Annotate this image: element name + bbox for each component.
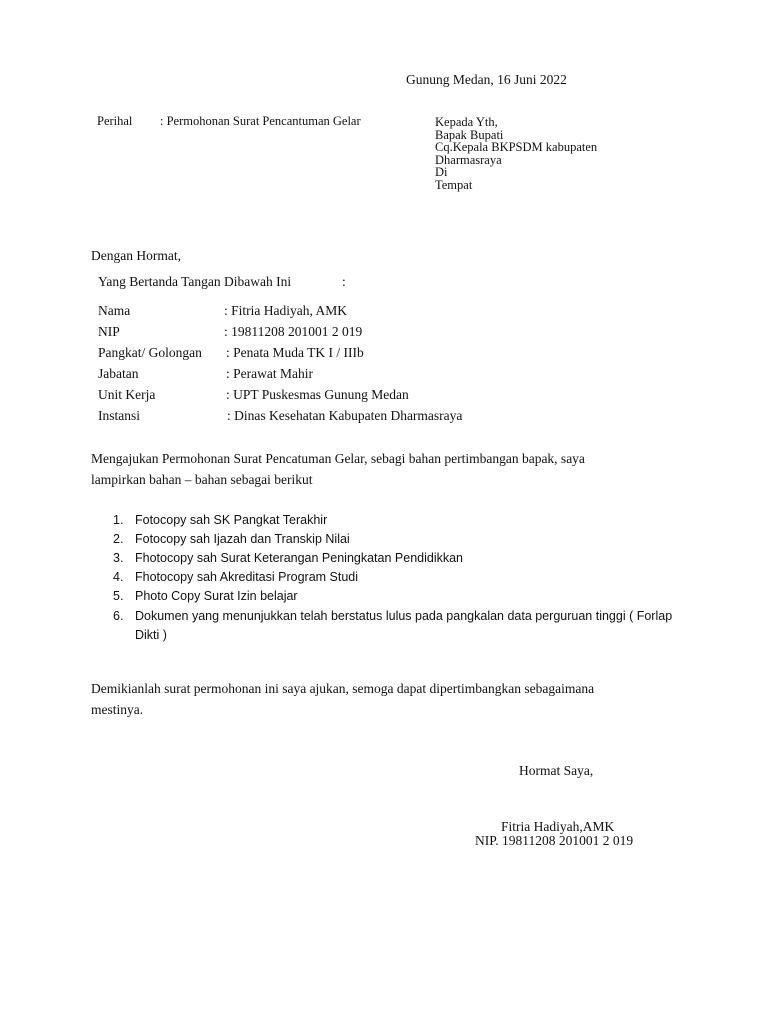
- identity-label: NIP: [98, 324, 120, 339]
- list-text: Fhotocopy sah Akreditasi Program Studi: [135, 570, 359, 584]
- subject-value: : Permohonan Surat Pencantuman Gelar: [160, 114, 361, 128]
- list-number: 4.: [113, 570, 124, 584]
- intro-text: Yang Bertanda Tangan Dibawah Ini: [98, 274, 292, 289]
- recipient-line: Kepada Yth,: [435, 115, 498, 129]
- closing-paragraph-line1: Demikianlah surat permohonan ini saya ajukan, semoga dapat dipertimbangkan sebagaimana: [91, 681, 595, 696]
- recipient-line: Di: [435, 165, 448, 179]
- list-number: 2.: [113, 532, 124, 546]
- recipient-line: Tempat: [435, 177, 473, 192]
- identity-value: : Perawat Mahir: [226, 366, 313, 381]
- identity-label: Unit Kerja: [98, 387, 156, 402]
- signer-name: Fitria Hadiyah,AMK: [501, 819, 615, 834]
- intro-colon: :: [342, 274, 346, 289]
- recipient-line: Cq.Kepala BKPSDM kabupaten: [435, 140, 598, 154]
- subject-label: Perihal: [97, 114, 133, 128]
- closing-paragraph-line2: mestinya.: [91, 702, 144, 717]
- greeting: Dengan Hormat,: [91, 248, 181, 263]
- list-text: Fotocopy sah Ijazah dan Transkip Nilai: [135, 532, 350, 546]
- identity-label: Nama: [98, 303, 131, 318]
- list-number: 1.: [113, 513, 124, 527]
- signer-nip: NIP. 19811208 201001 2 019: [475, 833, 634, 848]
- list-number: 6.: [113, 609, 124, 623]
- body-paragraph-line1: Mengajukan Permohonan Surat Pencatuman Gelar, sebagi bahan pertimbangan bapak, saya: [91, 451, 585, 466]
- identity-value: : Dinas Kesehatan Kabupaten Dharmasraya: [227, 408, 463, 423]
- recipient-line: Dharmasraya: [435, 152, 502, 167]
- identity-label: Jabatan: [98, 366, 139, 381]
- identity-label: Instansi: [98, 408, 140, 423]
- signoff: Hormat Saya,: [519, 763, 594, 778]
- list-text: Fotocopy sah SK Pangkat Terakhir: [135, 513, 328, 527]
- body-paragraph-line2: lampirkan bahan – bahan sebagai berikut: [91, 472, 313, 487]
- recipient-line: Bapak Bupati: [435, 127, 504, 142]
- list-number: 3.: [113, 551, 124, 565]
- list-text: Fhotocopy sah Surat Keterangan Peningkatan Pendidikkan: [135, 551, 464, 565]
- list-text: Photo Copy Surat Izin belajar: [135, 589, 298, 603]
- recipient-block: [435, 116, 597, 191]
- identity-value: : 19811208 201001 2 019: [224, 324, 363, 339]
- list-number: 5.: [113, 589, 124, 603]
- identity-value: : UPT Puskesmas Gunung Medan: [226, 387, 409, 402]
- list-text: Dokumen yang menunjukkan telah berstatus lulus pada pangkalan data perguruan tinggi ( Forlap: [135, 609, 673, 623]
- identity-value: : Fitria Hadiyah, AMK: [224, 303, 347, 318]
- identity-label: Pangkat/ Golongan: [98, 345, 202, 360]
- list-text-continuation: Dikti ): [135, 628, 167, 642]
- place-date: Gunung Medan, 16 Juni 2022: [406, 72, 567, 87]
- identity-value: : Penata Muda TK I / IIIb: [226, 345, 364, 360]
